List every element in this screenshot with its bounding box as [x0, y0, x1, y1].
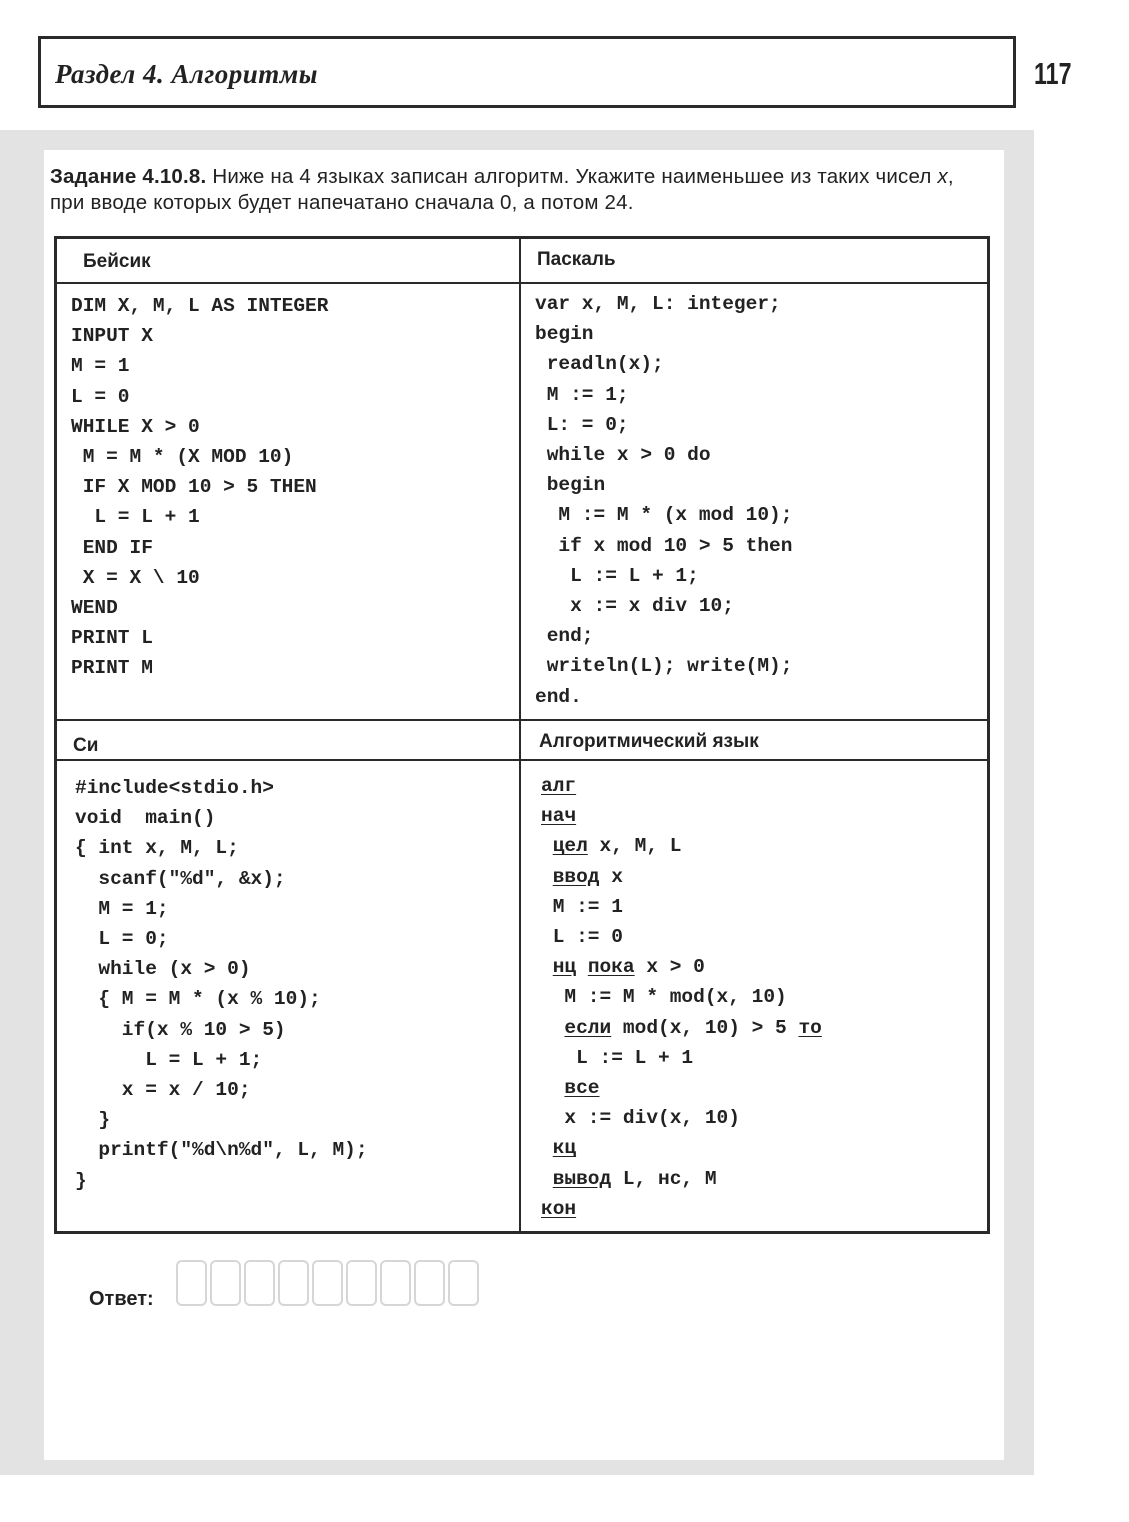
code-line — [541, 1168, 717, 1190]
code-line: L: = 0; — [535, 413, 629, 436]
code-line: #include<stdio.h> — [75, 777, 274, 799]
code-text: x — [599, 865, 623, 888]
code-keyword: кц — [552, 1137, 577, 1160]
code-line: END IF — [71, 536, 153, 559]
code-line: WHILE X > 0 — [71, 415, 200, 438]
answer-cell[interactable] — [414, 1260, 445, 1306]
code-line: begin — [535, 474, 606, 497]
code-keyword: ввод — [552, 865, 600, 888]
code-line — [541, 1017, 822, 1039]
code-line: WEND — [71, 597, 118, 620]
code-line: M = 1 — [71, 355, 130, 378]
code-text — [541, 866, 553, 888]
code-line — [541, 926, 623, 948]
answer-cell[interactable] — [312, 1260, 343, 1306]
code-keyword: вывод — [552, 1167, 612, 1190]
code-line: printf("%d\n%d", L, M); — [75, 1139, 368, 1162]
code-line: IF X MOD 10 > 5 THEN — [71, 476, 317, 499]
page-number: 117 — [1034, 56, 1072, 91]
code-text — [576, 956, 588, 978]
code-line — [541, 896, 623, 918]
header-divider-bottom — [57, 759, 987, 761]
code-line: x = x / 10; — [75, 1079, 251, 1102]
code-text: M := M * mod(x, 10) — [541, 986, 787, 1009]
code-text — [541, 1017, 564, 1039]
code-line: { int x, M, L; — [75, 837, 239, 860]
basic-code — [71, 291, 328, 684]
code-line: L = L + 1 — [71, 506, 200, 529]
code-text: mod(x, 10) > 5 — [611, 1016, 799, 1039]
code-text: x := div(x, 10) — [541, 1107, 740, 1130]
code-line — [541, 1137, 576, 1159]
answer-cell[interactable] — [278, 1260, 309, 1306]
code-line: M := M * (x mod 10); — [535, 504, 793, 527]
answer-label: Ответ: — [89, 1288, 154, 1310]
answer-cell[interactable] — [244, 1260, 275, 1306]
code-line: end. — [535, 685, 582, 708]
code-text — [541, 956, 553, 978]
code-text: M := 1 — [541, 895, 623, 918]
code-line: M := 1; — [535, 383, 629, 406]
code-line — [541, 1047, 693, 1069]
task-label: Задание 4.10.8. — [50, 165, 207, 188]
code-line: INPUT X — [71, 325, 153, 348]
code-line: { M = M * (x % 10); — [75, 988, 321, 1011]
code-line: scanf("%d", &x); — [75, 867, 286, 890]
code-keyword: алг — [541, 775, 577, 797]
code-keyword: кон — [541, 1197, 577, 1220]
code-line — [541, 775, 576, 797]
code-text: x > 0 — [634, 956, 705, 979]
section-header — [38, 36, 1016, 108]
row-divider — [57, 719, 987, 721]
answer-cell[interactable] — [210, 1260, 241, 1306]
code-line: end; — [535, 625, 594, 648]
code-line: if x mod 10 > 5 then — [535, 534, 793, 557]
code-line: x := x div 10; — [535, 595, 734, 618]
code-line — [541, 986, 787, 1008]
code-text — [541, 1077, 564, 1099]
answer-input[interactable] — [176, 1260, 479, 1306]
code-line: X = X \ 10 — [71, 566, 200, 589]
basic-header: Бейсик — [83, 251, 151, 272]
code-line: begin — [535, 323, 594, 346]
pascal-header: Паскаль — [537, 249, 616, 270]
code-line: writeln(L); write(M); — [535, 655, 793, 678]
task-text-part1: Ниже на 4 языках записан алгоритм. Укажите наименьшее из таких чисел — [206, 165, 938, 188]
code-line — [541, 1198, 576, 1220]
code-line — [541, 805, 576, 827]
code-keyword: цел — [552, 835, 588, 858]
code-line: L = L + 1; — [75, 1048, 263, 1071]
task-variable: x — [937, 165, 948, 188]
code-line: PRINT L — [71, 627, 153, 650]
code-line: } — [75, 1169, 87, 1192]
code-line: if(x % 10 > 5) — [75, 1018, 286, 1041]
code-line — [541, 866, 623, 888]
column-divider — [519, 239, 521, 1231]
section-title: Раздел 4. Алгоритмы — [55, 59, 319, 89]
code-text: L := 0 — [541, 926, 623, 949]
code-line: } — [75, 1109, 111, 1132]
code-keyword: пока — [587, 956, 635, 979]
code-line: var x, M, L: integer; — [535, 293, 781, 315]
c-code — [75, 773, 368, 1196]
answer-cell[interactable] — [346, 1260, 377, 1306]
code-text — [541, 1168, 553, 1190]
code-keyword: нц — [552, 956, 577, 979]
algorithmic-code — [541, 771, 822, 1224]
c-header: Си — [73, 735, 99, 756]
code-line — [541, 1107, 740, 1129]
header-divider-top — [57, 282, 987, 284]
code-line: L = 0; — [75, 928, 169, 951]
code-text: L, нс, M — [611, 1167, 717, 1190]
code-text: x, M, L — [587, 835, 682, 858]
code-keyword: если — [564, 1016, 612, 1039]
answer-cell[interactable] — [176, 1260, 207, 1306]
task-text-part2: , при вводе которых будет напечатано сначала 0, а потом 24. — [50, 165, 954, 214]
code-keyword: нач — [541, 805, 577, 828]
code-line: L := L + 1; — [535, 564, 699, 587]
algorithmic-header: Алгоритмический язык — [539, 731, 759, 752]
code-line: M = M * (X MOD 10) — [71, 446, 294, 469]
code-table — [54, 236, 990, 1234]
code-line: void main() — [75, 807, 216, 830]
code-text: L := L + 1 — [541, 1046, 694, 1069]
task-statement — [50, 164, 990, 216]
code-line: while (x > 0) — [75, 958, 251, 981]
code-line — [541, 1077, 600, 1099]
code-keyword: все — [564, 1077, 600, 1100]
code-text — [541, 1137, 553, 1159]
code-line — [541, 956, 705, 978]
code-line: while x > 0 do — [535, 444, 711, 467]
code-line: M = 1; — [75, 897, 169, 920]
code-line: readln(x); — [535, 353, 664, 376]
code-line — [541, 835, 681, 857]
code-line: DIM X, M, L AS INTEGER — [71, 295, 329, 317]
code-line: L = 0 — [71, 385, 130, 408]
code-text — [541, 835, 553, 857]
answer-cell[interactable] — [448, 1260, 479, 1306]
code-line: PRINT M — [71, 657, 153, 680]
pascal-code — [535, 289, 792, 712]
code-keyword: то — [798, 1016, 822, 1039]
answer-cell[interactable] — [380, 1260, 411, 1306]
